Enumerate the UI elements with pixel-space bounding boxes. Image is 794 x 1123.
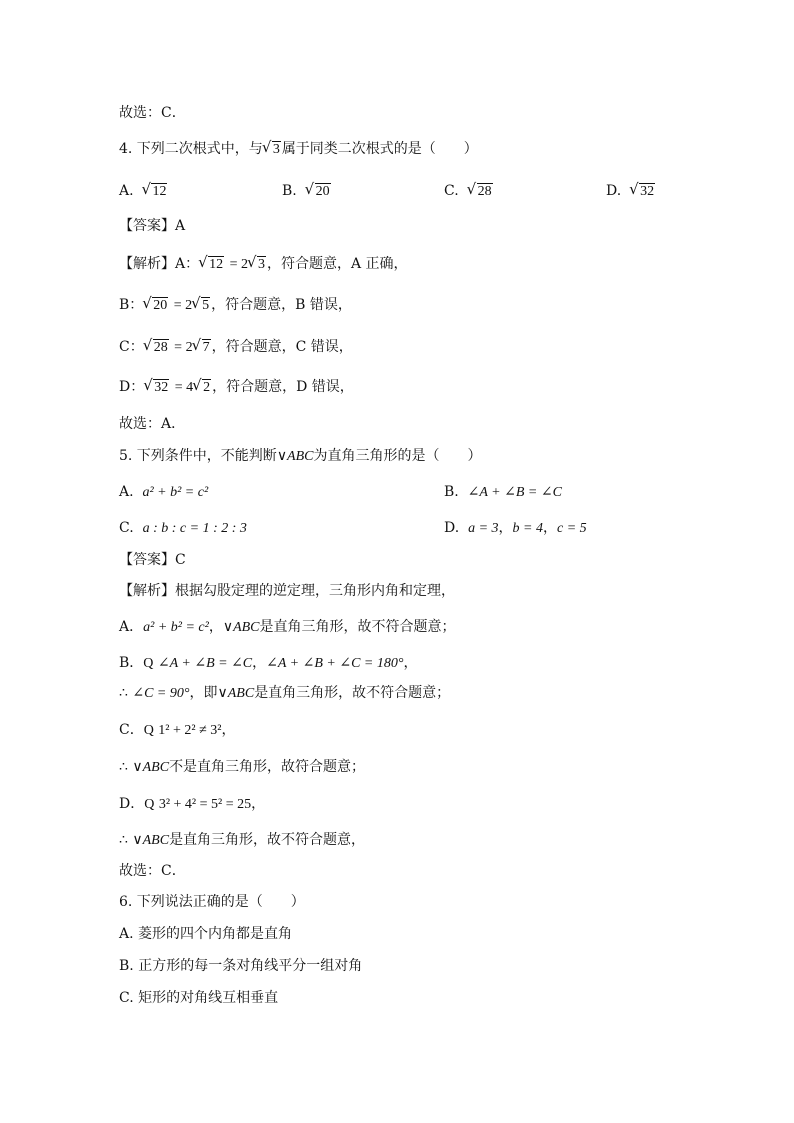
sqrt-expression [199,254,224,275]
radicand: 20 [153,298,168,313]
q5-option-a [119,482,208,503]
sqrt-expression [192,295,210,316]
therefore-symbol: ∴ [119,832,133,848]
therefore-symbol: ∴ [119,685,133,701]
line-text: ， [221,722,236,738]
step-text: ，符合题意，C 错误， [211,339,353,355]
option-label: B. [282,183,297,199]
q4-option-d [606,181,656,202]
step-lead: B： [119,297,144,313]
option-label: A. [119,484,134,500]
option-label: C. [444,183,459,199]
q6-option-a: A. 菱形的四个内角都是直角 [119,926,293,942]
because-symbol: Q [144,797,155,812]
option-label: B. [444,484,459,500]
line-text: ， [251,796,266,812]
option-label: A. [119,183,134,199]
line-lead: B． [119,655,144,671]
q4-option-a [119,181,168,202]
sqrt-expression [144,377,169,398]
step-text: ，符合题意，D 错误， [212,379,354,395]
line-lead: C． [119,722,144,738]
radicand: 5 [202,298,210,313]
q5-stem-pre: 5. 下列条件中，不能判断 [119,448,277,464]
sqrt-expression [263,139,281,160]
option-label: D. [444,520,460,536]
option-label: C. [119,520,134,536]
q5-stem-post: 为直角三角形的是（ ） [313,448,482,464]
sqrt-expression [144,337,169,358]
sqrt-expression [468,181,493,202]
q4-analysis-a [119,254,408,275]
line-math: ∠A + ∠B = ∠C [157,656,253,671]
sqrt-expression [193,377,211,398]
line-math: ∠C = 90° [132,686,190,701]
radicand: 12 [209,257,224,272]
q6-option-b: B. 正方形的每一条对角线平分一组对角 [119,958,363,974]
radicand: 32 [154,380,169,395]
line-math: a² + b² = c² [143,620,209,635]
q6-option-c: C. 矩形的对角线互相垂直 [119,990,279,1006]
q4-option-b [282,181,332,202]
q6-stem: 6. 下列说法正确的是（ ） [119,894,305,910]
line-text: 是直角三角形，故不符合题意； [259,619,456,635]
equation: = 2 [174,340,193,355]
radicand: 12 [152,184,167,199]
triangle-symbol: ∨ABC [222,620,260,635]
q5-line-c [119,720,235,741]
sqrt-expression [142,181,167,202]
step-text: ，符合题意，B 错误， [211,297,352,313]
therefore-symbol: ∴ [119,759,133,775]
q4-stem-post: 属于同类二次根式的是（ ） [281,141,478,157]
sqrt-expression [630,181,655,202]
triangle-symbol: ∨ABC [132,833,170,848]
line-lead: A． [119,619,144,635]
line-mid: ，即 [189,685,218,701]
q4-analysis-c [119,337,353,358]
step-lead: A： [175,256,200,272]
step-lead: D： [119,379,145,395]
because-symbol: Q [143,656,154,671]
q5-stem [119,446,482,467]
line-math: ∠A + ∠B + ∠C = 180° [266,656,404,671]
radicand: 28 [477,184,492,199]
q4-stem [119,139,478,160]
q5-line-d2 [119,830,365,851]
q4-stem-pre: 4. 下列二次根式中，与 [119,141,263,157]
line-text: 是直角三角形，故不符合题意； [254,685,451,701]
sqrt-expression [143,295,168,316]
q5-analysis: 【解析】根据勾股定理的逆定理，三角形内角和定理， [119,583,455,599]
option-math: ∠A + ∠B = ∠C [467,485,562,500]
radicand: 3 [257,257,265,272]
q5-option-b [444,482,562,503]
because-symbol: Q [143,723,154,738]
radicand: 32 [640,184,655,199]
triangle-symbol: ∨ABC [217,686,255,701]
step-lead: C： [119,339,144,355]
q4-analysis-d [119,377,354,398]
option-math: a : b : c = 1 : 2 : 3 [142,521,247,536]
option-math: a = 3 [468,521,499,536]
line-mid: ， [252,655,267,671]
q5-line-c2 [119,757,365,778]
option-math: a² + b² = c² [142,485,209,500]
sqrt-expression [193,337,211,358]
triangle-symbol: ∨ABC [276,449,314,464]
line-lead: D． [119,796,145,812]
radicand: 7 [202,340,210,355]
q5-line-b2 [119,683,450,704]
line-text: 不是直角三角形，故符合题意； [169,759,366,775]
analysis-tag: 【解析】 [119,256,175,272]
sqrt-expression [248,254,266,275]
q5-line-d [119,794,265,815]
radicand: 20 [315,184,330,199]
equation: = 2 [173,298,193,313]
sqrt-expression [306,181,331,202]
equation: = 2 [229,257,248,272]
line-text: 是直角三角形，故不符合题意， [169,832,366,848]
q4-option-c [444,181,494,202]
q5-line-a [119,617,456,638]
radicand: 3 [272,142,280,157]
line-text: ， [403,655,418,671]
line-math: 3² + 4² = 5² = 25 [158,797,252,812]
line-math: 1² + 2² ≠ 3² [158,723,222,738]
q3-conclusion: 故选：C． [119,105,186,121]
q5-conclusion: 故选：C． [119,863,186,879]
q4-conclusion: 故选：A． [119,416,186,432]
equation: = 4 [174,380,194,395]
step-text: ，符合题意，A 正确， [266,256,408,272]
radicand: 28 [153,340,168,355]
option-math: b = 4 [512,521,543,536]
q5-option-d: D. a = 3，b = 4，c = 5 [444,520,587,536]
q4-answer: 【答案】A [119,218,186,234]
line-mid: ， [208,619,223,635]
q5-option-c [119,518,247,539]
option-math: c = 5 [557,521,587,536]
q5-line-b [119,653,417,674]
q4-analysis-b [119,295,352,316]
q5-answer: 【答案】C [119,552,186,568]
radicand: 2 [203,380,211,395]
option-label: D. [606,183,622,199]
triangle-symbol: ∨ABC [132,760,170,775]
